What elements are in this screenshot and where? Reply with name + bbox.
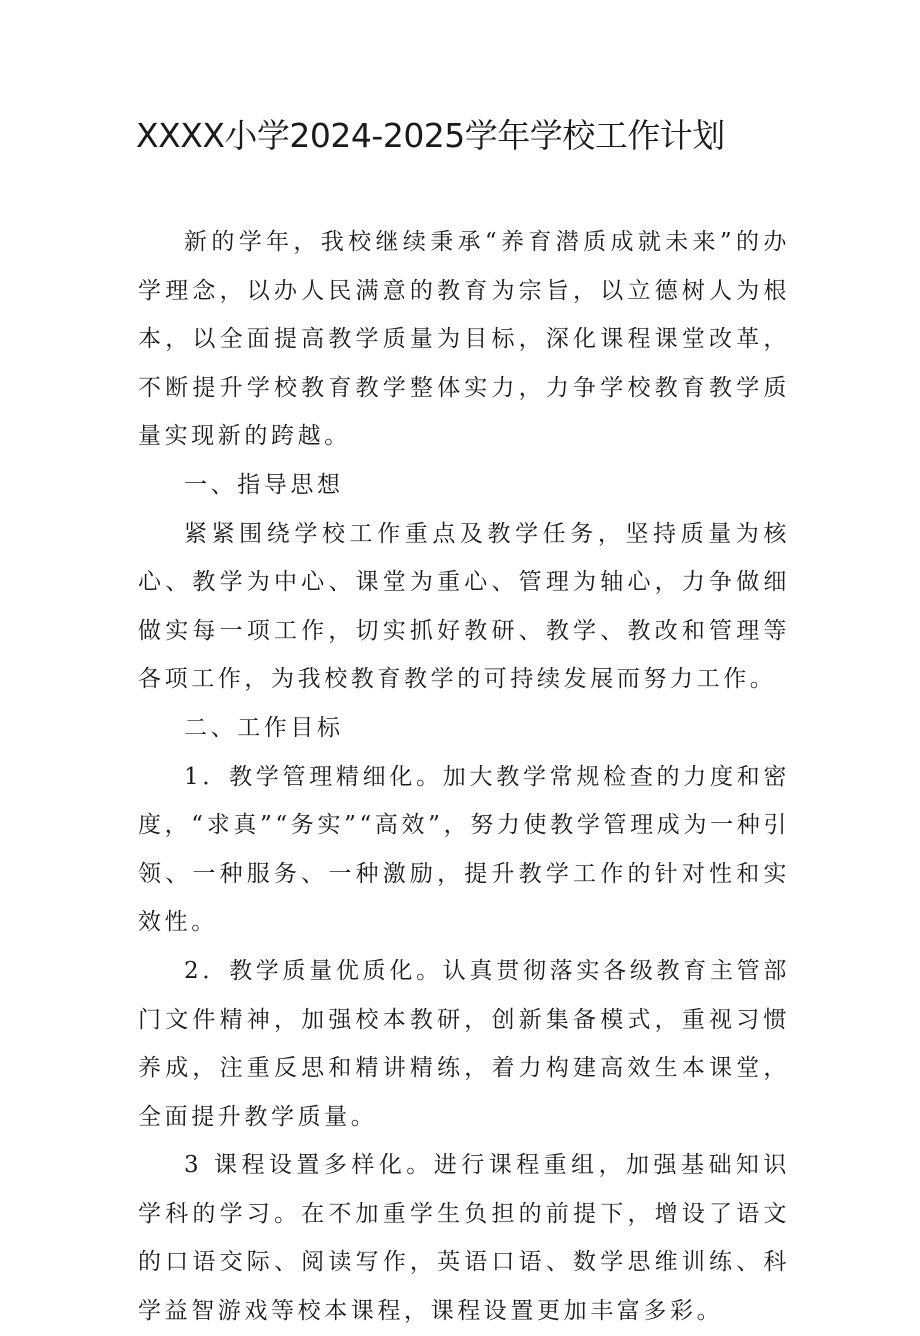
goal-item-2: 2．教学质量优质化。认真贯彻落实各级教育主管部门文件精神，加强校本教研，创新集备模式，重视习惯养成，注重反思和精讲精练，着力构建高效生本课堂，全面提升教学质量。 [138, 957, 790, 1130]
goal-item-3: 3 课程设置多样化。进行课程重组，加强基础知识学科的学习。在不加重学生负担的前提下，增设了语文的口语交际、阅读写作，英语口语、数学思维训练、科学益智游戏等校本课程，课程设置更加丰富多彩。 [138, 1152, 790, 1325]
guiding-ideology-paragraph: 紧紧围绕学校工作重点及教学任务，坚持质量为核心、教学为中心、课堂为重心、管理为轴心，力争做细做实每一项工作，切实抓好教研、教学、教改和管理等各项工作，为我校教育教学的可持续发展而努力工作。 [138, 520, 790, 693]
intro-paragraph: 新的学年，我校继续秉承“养育潜质成就未来”的办学理念，以办人民满意的教育为宗旨，以立德树人为根本，以全面提高教学质量为目标，深化课程课堂改革，不断提升学校教育教学整体实力，力争学校教育教学质量实现新的跨越。 [138, 229, 790, 450]
section-heading-guiding-ideology: 一、指导思想 [184, 471, 344, 498]
section-heading-work-goals: 二、工作目标 [184, 714, 344, 741]
document-body [138, 218, 790, 1336]
document-title: XXXX小学2024-2025学年学校工作计划 [136, 116, 725, 155]
goal-item-1: 1．教学管理精细化。加大教学常规检查的力度和密度，“求真”“务实”“高效”，努力使教学管理成为一种引领、一种服务、一种激励，提升教学工作的针对性和实效性。 [138, 763, 790, 936]
